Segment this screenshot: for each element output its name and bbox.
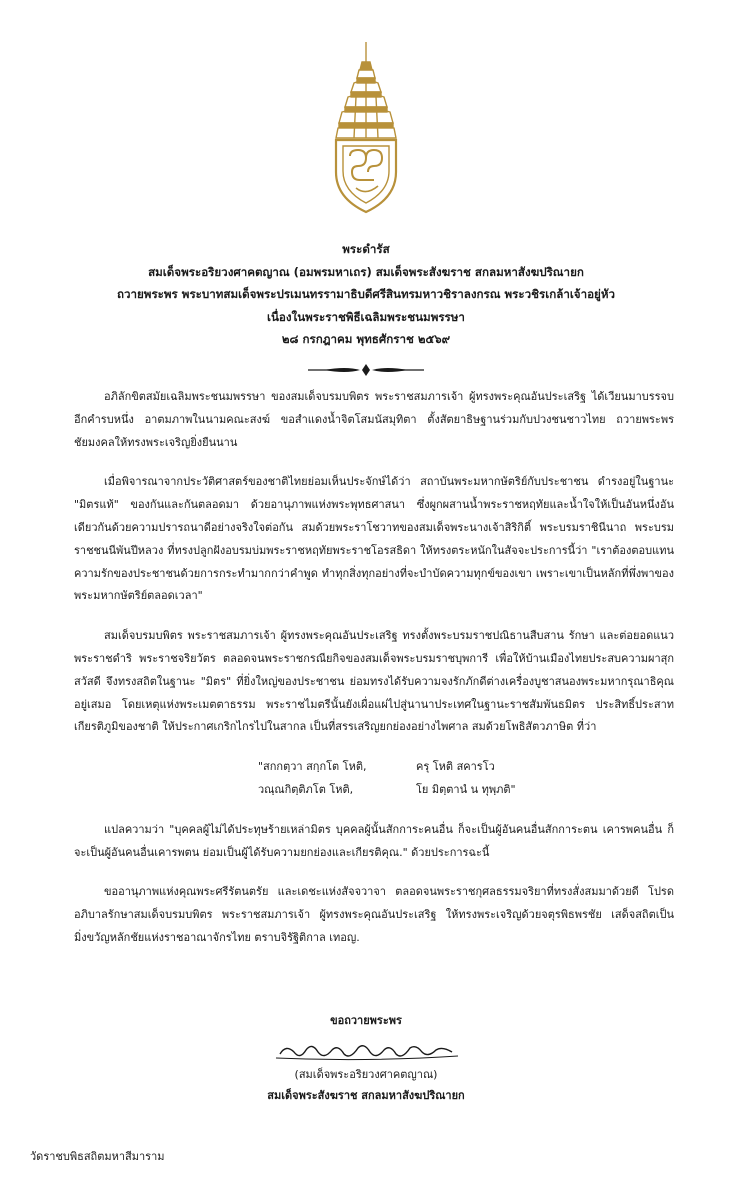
- heading-occasion: เนื่องในพระราชพิธีเฉลิมพระชนมพรรษา: [267, 309, 465, 324]
- signer-title: สมเด็จพระสังฆราช สกลมหาสังฆปริณายก: [267, 1089, 465, 1102]
- paragraph-occasion: อภิลักขิตสมัยเฉลิมพระชนมพรรษา ของสมเด็จบรมบพิตร พระราชสมภารเจ้า ผู้ทรงพระคุณอันประเสริฐ ได้เวียนมาบรรจบอีกคำรบหนึ่ง อาตมภาพในนามคณะสงฆ์ ขอสำแดงน้ำจิตโสมนัสมุทิตา ตั้งสัตยาธิษฐานร่วมกับปวงชนชาวไทย ถวายพระพรชัยมงคลให้ทรงพระเจริญยิ่งยืนนาน: [74, 390, 674, 449]
- salutation: ขอถวายพระพร: [330, 1014, 402, 1027]
- heading-speaker: สมเด็จพระอริยวงศาคตญาณ (อมพรมหาเถร) สมเด็จพระสังฆราช สกลมหาสังฆปริณายก: [148, 264, 584, 279]
- heading-recipient: ถวายพระพร พระบาทสมเด็จพระปรเมนทรรามาธิบดีศรีสินทรมหาวชิราลงกรณ พระวชิรเกล้าเจ้าอยู่หัว: [116, 287, 616, 302]
- verse-line-1b: ครุ โหติ สคารโว: [416, 760, 495, 774]
- royal-tiered-umbrella-seal-icon: [326, 40, 406, 215]
- verse-line-1a: "สกกตฺวา สกฺกโต โหติ,: [258, 760, 367, 774]
- heading-date: ๒๘ กรกฎาคม พุทธศักราช ๒๕๖๙: [281, 332, 451, 347]
- heading-title: พระดำรัส: [342, 242, 390, 256]
- paragraph-blessing: ขออานุภาพแห่งคุณพระศรีรัตนตรัย และเดชะแห่งสัจจวาจา ตลอดจนพระราชกุศลธรรมจริยาที่ทรงสั่งสมมาด้วยดี โปรดอภิบาลรักษาสมเด็จบรมบพิตร พระราชสมภารเจ้า ผู้ทรงพระคุณอันประเสริฐ ให้ทรงพระเจริญด้วยจตุรพิธพรชัย เสด็จสถิตเป็นมิ่งขวัญหลักชัยแห่งราชอาณาจักรไทย ตราบจิรัฐิติกาล เทอญ.: [74, 885, 674, 944]
- pali-verse: [74, 756, 674, 802]
- handwritten-signature-icon: [266, 1038, 466, 1064]
- paragraph-history: เมื่อพิจารณาจากประวัติศาสตร์ของชาติไทยย่อมเห็นประจักษ์ได้ว่า สถาบันพระมหากษัตริย์กับประชาชน ดำรงอยู่ในฐานะ "มิตรแท้" ของกันและกันตลอดมา ด้วยอานุภาพแห่งพระพุทธศาสนา ซึ่งผูกผสานน้ำพระราชหฤทัยและน้ำใจให้เป็นอันหนึ่งอันเดียวกันด้วยความปรารถนาดีอย่างจริงใจต่อกัน สมด้วยพระราโชวาทของสมเด็จพระนางเจ้าสิริกิติ์ พระบรมราชินีนาถ พระบรมราชชนนีพันปีหลวง ที่ทรงปลูกฝังอบรมบ่มพระราชหฤทัยพระราชโอรสธิดา ให้ทรงตระหนักในสัจจะประการนี้ว่า "เราต้องตอบแทนความรักของประชาชนด้วยการกระทำมากกว่าคำพูด ทำทุกสิ่งทุกอย่างที่จะบำบัดความทุกข์ของเขา เพราะเขาเป็นหลักที่พึ่งพาของพระมหากษัตริย์ตลอดเวลา": [74, 475, 674, 603]
- verse-line-2a: วณฺณกิตฺติภโต โหติ,: [258, 782, 354, 796]
- verse-line-2b: โย มิตฺตานํ น ทุพฺภติ": [416, 782, 516, 796]
- ornamental-divider-icon: [306, 361, 426, 379]
- decree-body: [74, 386, 674, 967]
- signer-name: (สมเด็จพระอริยวงศาคตญาณ): [294, 1067, 438, 1081]
- footer-place: วัดราชบพิธสถิตมหาสีมาราม: [30, 1150, 165, 1163]
- paragraph-king-mission: สมเด็จบรมบพิตร พระราชสมภารเจ้า ผู้ทรงพระคุณอันประเสริฐ ทรงตั้งพระบรมราชปณิธานสืบสาน รักษา และต่อยอดแนวพระราชดำริ พระราชจริยวัตร ตลอดจนพระราชกรณียกิจของสมเด็จพระบรมราชบุพการี เพื่อให้บ้านเมืองไทยประสบความผาสุกสวัสดี จึงทรงสถิตในฐานะ "มิตร" ที่ยิ่งใหญ่ของประชาชน ย่อมทรงได้รับความจงรักภักดีต่างเครื่องบูชาสนองพระมหากรุณาธิคุณอยู่เสมอ โดยเหตุแห่งพระเมตตาธรรม พระราชไมตรีนั้นยังเผื่อแผ่ไปสู่นานาประเทศในฐานะราชสัมพันธมิตร ประสิทธิ์ประสาทเกียรติภูมิของชาติ ให้ประกาศเกริกไกรไปในสากล เป็นที่สรรเสริญยกย่องอย่างไพศาล สมด้วยโพธิสัตวภาษิต ที่ว่า: [74, 629, 674, 734]
- closing-block: [200, 1010, 532, 1107]
- decree-heading: [60, 238, 672, 351]
- paragraph-translation: แปลความว่า "บุคคลผู้ไม่ได้ประทุษร้ายเหล่ามิตร บุคคลผู้นั้นสักการะคนอื่น ก็จะเป็นผู้อันคนอื่นสักการะตน เคารพคนอื่น ก็จะเป็นผู้อันคนอื่นเคารพตน ย่อมเป็นผู้ได้รับความยกย่องและเกียรติคุณ." ด้วยประการฉะนี้: [74, 822, 674, 859]
